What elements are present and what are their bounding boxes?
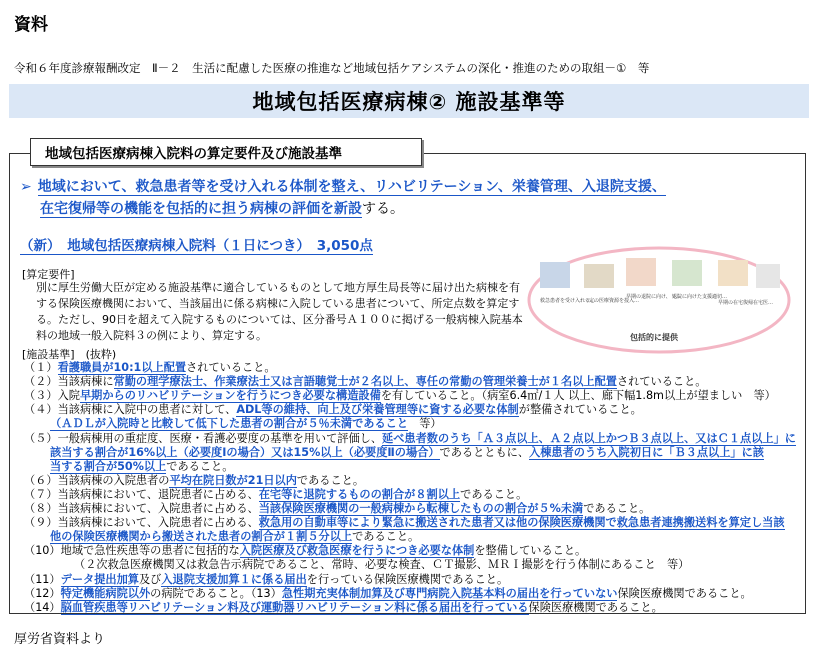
item-text: の病院であること。（13） [150,586,282,600]
page-title: 地域包括医療病棟② 施設基準等 [252,90,566,114]
arrow-icon: ➢ [20,179,32,195]
item-text: 保険医療機関であること。 [528,600,663,614]
standard-item [50,530,419,544]
requirements-heading: [算定要件] [22,268,75,281]
item-text: 在宅等に退院するものの割合が８割以上 [258,487,461,501]
care-illustration [526,244,792,356]
illustration-footer: 包括的に提供 [630,333,678,342]
standard-item [24,474,364,488]
item-text: 他の保険医療機関から搬送された患者の割合が１割５分以上 [50,530,353,544]
item-number: （６） [24,473,58,487]
item-text: であること。 [583,502,651,515]
item-text: であること。 [296,473,365,487]
illustration-caption-4: 退院に向けた支援適切… [672,294,728,300]
standard-item [24,573,508,587]
subtitle: 令和６年度診療報酬改定 Ⅱ－２ 生活に配慮した医療の推進など地域包括ケアシステムの深化・推進のための取組－① 等 [14,61,650,75]
item-text: 等） [408,417,442,431]
item-text: 当該病棟に入院中の患者に対して、 [57,403,237,417]
standard-item [24,488,527,502]
item-number: （２） [24,375,58,389]
fee-line: （新） 地域包括医療病棟入院料（１日につき） 3,050点 [20,234,373,255]
item-text: 入棟患者のうち入院初日に「Ｂ３点以上」に該 [529,445,764,459]
standard-item [74,558,689,572]
standard-item [24,516,785,530]
item-text: が整備されていること。 [518,403,642,417]
standard-item [24,432,796,446]
item-text: であること。 [352,530,420,544]
illustration-caption-3: 早期の退院に向け、リ… [626,294,681,300]
item-text: 当該病棟に [57,375,114,389]
lead-line-1: 地域において、救急患者等を受け入れる体制を整え、リハビリテーション、栄養管理、入退院支援、 [37,179,666,195]
standard-item [24,502,650,516]
standard-item [24,544,586,558]
item-text: （ＡＤＬが入院時と比較して低下した患者の割合が５％未満であること [50,417,409,431]
item-text: 当する割合が50%以上 [50,459,167,473]
item-text: であること。 [460,487,528,501]
item-number: （12） [24,586,61,600]
item-number: （11） [24,572,61,586]
document-label: 資料 [14,15,48,35]
item-text: 救急用の自動車等により緊急に搬送された患者又は他の保険医療機関で救急患者連携搬送料を算定し当該 [258,516,785,530]
item-text: 看護職員が10:1以上配置 [57,361,187,374]
item-text: 当該病棟において、入院患者に占める、 [57,502,259,515]
standard-item [50,460,233,474]
item-text: 特定機能病院以外 [60,586,151,600]
item-number: （10） [24,544,61,558]
item-text: を行っている保険医療機関であること。 [306,572,509,586]
standard-item [24,403,642,417]
item-number: （14） [24,600,61,614]
lead-line-2: 在宅復帰等の機能を包括的に担う病棟の評価を新設 [40,201,362,217]
source-note: 厚労省資料より [14,632,106,647]
item-text: 常勤の理学療法士、作業療法士又は言語聴覚士が２名以上、専任の常勤の管理栄養士が１名以上配置 [113,375,617,389]
item-number: （３） [24,389,58,403]
item-text: 入院 [57,389,80,403]
item-number: （８） [24,502,58,515]
item-text: を整備していること。 [474,544,587,558]
item-text: 保険医療機関であること。 [617,586,752,600]
item-number: （９） [24,516,58,530]
item-text: 入退院支援加算１に係る届出 [161,572,307,586]
item-text: 入院医療及び救急医療を行うにつき必要な体制 [239,544,475,558]
item-text: データ提出加算 [60,572,139,586]
item-number: （５） [24,431,58,445]
item-text: 急性期充実体制加算及び専門病院入院基本料の届出を行っていない [281,586,618,600]
item-number: （１） [24,361,58,374]
section-tab: 地域包括医療病棟入院料の算定要件及び施設基準 [30,138,422,166]
item-text: 地域で急性疾患等の患者に包括的な [60,544,240,558]
item-text: 該当する割合が16%以上（必要度Ⅰの場合）又は15%以上（必要度Ⅱの場合） [50,445,440,459]
standard-item [24,389,776,403]
requirements-body: 別に厚生労働大臣が定める施設基準に適合しているものとして地方厚生局長等に届け出た病棟を有する保険医療機関において、当該届出に係る病棟に入院している患者について、所定点数を算定する。ただし、90日を超えて入院するものについては、区分番号Ａ１００に掲げる一般病棟入院基本料の地域一般入院料３の例により、算定する。 [36,281,523,342]
standards-heading: [施設基準] (抜粋) [22,348,117,361]
item-text: であること。 [166,459,234,473]
illustration-caption-2: 一定の医療資源を投入… [584,298,640,304]
item-text: （２次救急医療機関又は救急告示病院であること、常時、必要な検査、ＣＴ撮影、ＭＲＩ撮影を行う体制にあること 等） [74,558,690,572]
item-text: 当該病棟の入院患者の [57,473,170,487]
item-text: 及び [138,572,162,586]
item-text: 当該保険医療機関の一般病棟から転棟したものの割合が５%未満 [258,502,584,515]
item-text: 平均在院日数が21日以内 [169,473,297,487]
item-text: 当該病棟において、退院患者に占める、 [57,487,259,501]
item-text: 当該病棟において、入院患者に占める、 [57,516,259,530]
item-number: （７） [24,487,58,501]
standard-item [24,375,707,389]
item-number: （４） [24,403,58,417]
standard-item [24,587,752,601]
item-text: を有していること。（病室6.4㎡/１人 以上、廊下幅1.8m以上が望ましい 等） [380,389,776,403]
standard-item [50,446,764,460]
lead-tail: する。 [362,201,404,217]
item-text: 早期からのリハビリテーションを行うにつき必要な構造設備 [79,389,381,403]
illustration-caption-1: 救急患者を受け入れる… [540,298,596,304]
item-text: 延べ患者数のうち「Ａ３点以上、Ａ２点以上かつＢ３点以上、又はＣ１点以上」に [382,431,796,445]
illustration-caption-5: 早期の在宅復帰在宅医… [718,300,774,306]
lead-text [20,176,810,220]
title-band [9,84,809,118]
item-text: されていること。 [616,375,707,389]
standard-item [24,601,663,615]
standard-item [24,361,276,375]
standard-item [50,417,442,431]
item-text: であるとともに、 [439,445,530,459]
item-text: 脳血管疾患等リハビリテーション料及び運動器リハビリテーション料に係る届出を行っている [60,600,529,614]
item-text: 一般病棟用の重症度、医療・看護必要度の基準を用いて評価し、 [57,431,383,445]
item-text: されていること。 [186,361,276,374]
item-text: ADL等の維持、向上及び栄養管理等に資する必要な体制 [236,403,519,417]
